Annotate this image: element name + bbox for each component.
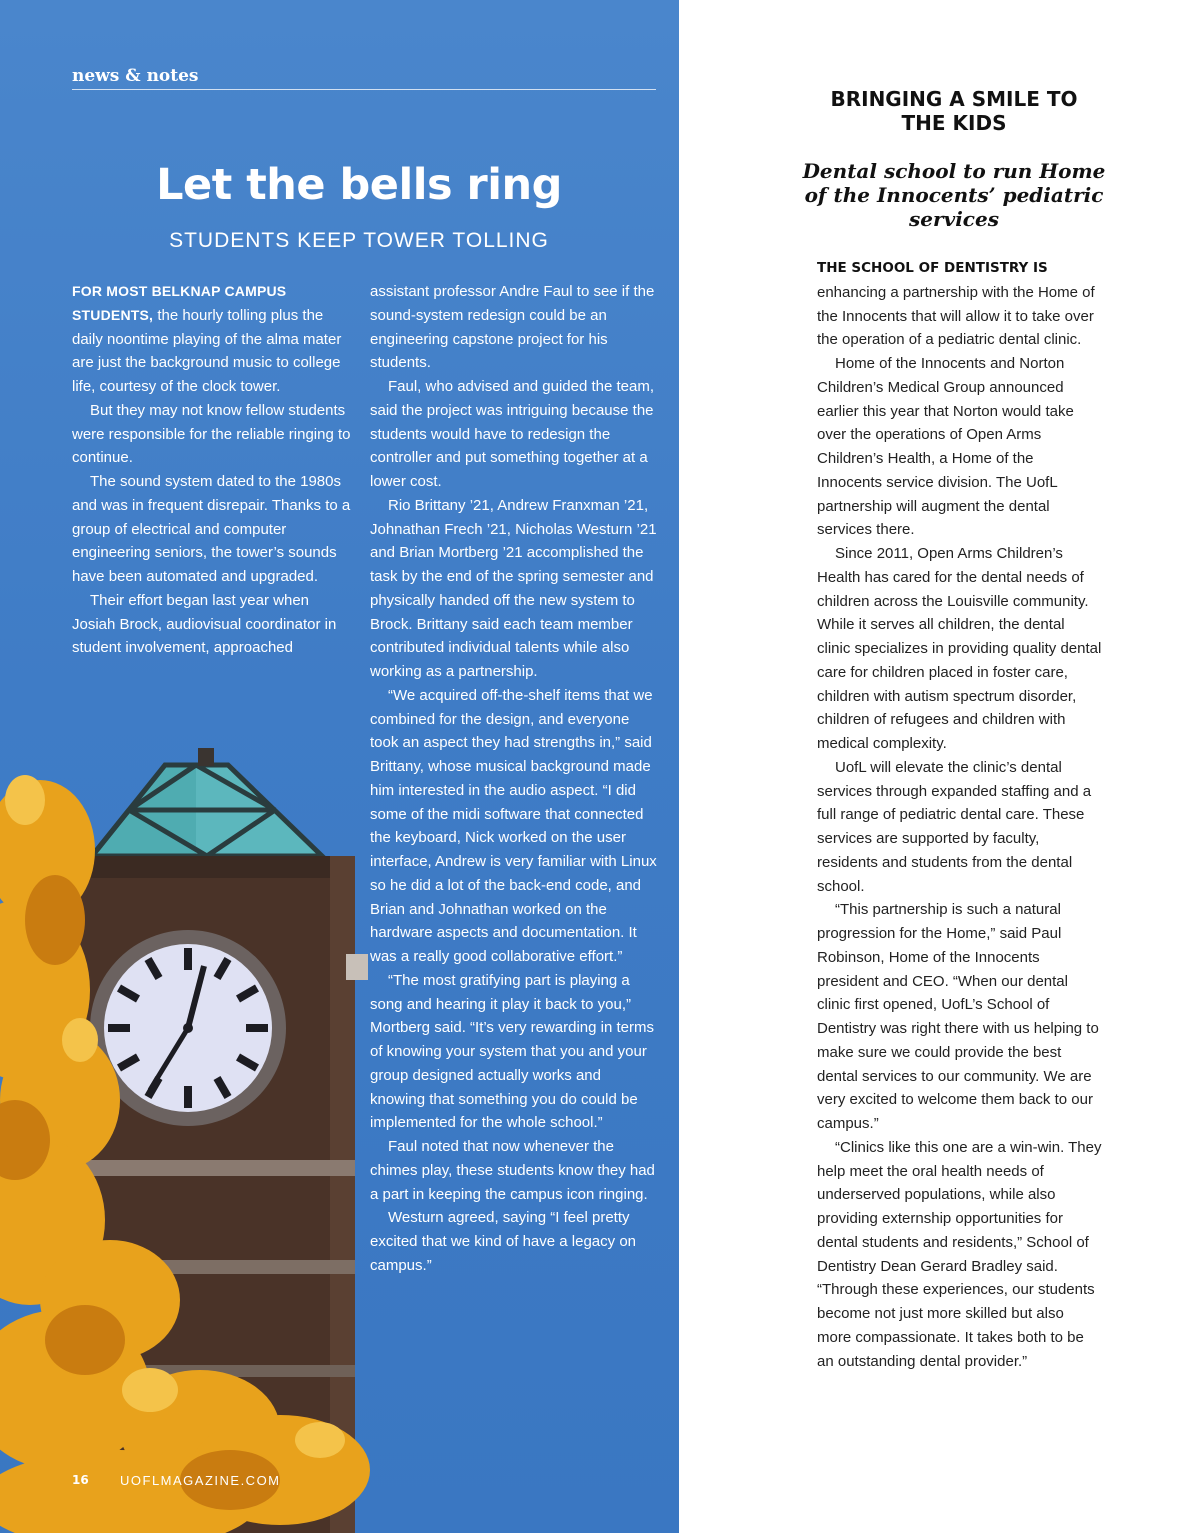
section-divider <box>72 89 656 90</box>
paragraph: Since 2011, Open Arms Children’s Health has cared for the dental needs of children across the Louisville community. While it serves all children, the dental clinic specializes in providing quality dental care for children placed in foster care, children with autism spectrum disorder, children of refugees and children with medical complexity. <box>817 545 1102 752</box>
paragraph: assistant professor Andre Faul to see if the sound-system redesign could be an engineering capstone project for his students. <box>370 283 655 372</box>
sidebar-column <box>817 256 1102 1373</box>
lead-in: THE SCHOOL OF DENTISTRY IS <box>817 260 1048 276</box>
sidebar-subtitle: Dental school to run Home of the Innocents’ pediatric services <box>802 159 1106 231</box>
paragraph: FOR MOST BELKNAP CAMPUS STUDENTS, the hourly tolling plus the daily noontime playing of the alma mater are just the background music to college life, courtesy of the clock tower. <box>72 283 342 395</box>
magazine-url: UOFLMAGAZINE.COM <box>120 1473 281 1488</box>
page-number: 16 <box>72 1473 89 1487</box>
paragraph: “The most gratifying part is playing a song and hearing it play it back to you,” Mortberg said. “It’s very rewarding in terms of knowing your system that you and your group designed actually works and knowing that something you do could be implemented for the whole school.” <box>370 971 654 1132</box>
paragraph: Faul, who advised and guided the team, said the project was intriguing because the students would have to redesign the controller and put something together at a lower cost. <box>370 378 655 490</box>
article-column-2 <box>370 280 660 1278</box>
sidebar-panel <box>679 0 1200 1533</box>
paragraph: “We acquired off-the-shelf items that we combined for the design, and everyone took an aspect they had strengths in,” said Brittany, whose musical background made him interested in the audio aspect. “I did some of the midi software that connected the keyboard, Nick worked on the user interface, Andrew is very familiar with Linux so he did a lot of the back-end code, and Brian and Johnathan worked on the hardware aspects and documentation. It was a really good collaborative effort.” <box>370 686 657 965</box>
article-title: Let the bells ring <box>156 160 562 210</box>
paragraph: The sound system dated to the 1980s and was in frequent disrepair. Thanks to a group of electrical and computer engineering seniors, the tower’s sounds have been automated and upgraded. <box>72 473 351 585</box>
paragraph: But they may not know fellow students were responsible for the reliable ringing to continue. <box>72 401 351 467</box>
paragraph: UofL will elevate the clinic’s dental services through expanded staffing and a full range of pediatric dental care. These services are supported by faculty, residents and students from the dental school. <box>817 758 1092 895</box>
paragraph: “This partnership is such a natural progression for the Home,” said Paul Robinson, Home of the Innocents president and CEO. “When our dental clinic first opened, UofL’s School of Dentistry was right there with us helping to make sure we could provide the best dental services to our community. We are very excited to welcome them back to our campus.” <box>817 901 1099 1132</box>
lead-in: FOR MOST BELKNAP CAMPUS STUDENTS, <box>72 283 287 323</box>
sidebar-title: BRINGING A SMILE TO THE KIDS <box>830 87 1078 135</box>
paragraph: Rio Brittany ’21, Andrew Franxman ’21, Johnathan Frech ’21, Nicholas Westurn ’21 and Brian Mortberg ’21 accomplished the task by the end of the spring semester and physically handed off the new system to Brock. Brittany said each team member contributed individual talents while also working as a partnership. <box>370 496 657 680</box>
paragraph: “Clinics like this one are a win-win. They help meet the oral health needs of underserved populations, while also providing externship opportunities for dental students and residents,” School of Dentistry Dean Gerard Bradley said. “Through these experiences, our students become not just more skilled but also more compassionate. It takes both to be an outstanding dental provider.” <box>817 1138 1102 1370</box>
paragraph: Faul noted that now whenever the chimes play, these students know they had a part in keeping the campus icon ringing. <box>370 1138 655 1203</box>
article-column-1 <box>72 280 352 660</box>
paragraph: Home of the Innocents and Norton Children’s Medical Group announced earlier this year that Norton would take over the operations of Open Arms Children’s Health, a Home of the Innocents service division. The UofL partnership will augment the dental services there. <box>817 355 1074 539</box>
paragraph: Their effort began last year when Josiah Brock, audiovisual coordinator in student involvement, approached <box>72 591 337 657</box>
paragraph: Westurn agreed, saying “I feel pretty excited that we kind of have a legacy on campus.” <box>370 1209 637 1274</box>
paragraph: THE SCHOOL OF DENTISTRY IS enhancing a partnership with the Home of the Innocents that will allow it to take over the operation of a pediatric dental clinic. <box>817 260 1095 349</box>
article-subtitle: STUDENTS KEEP TOWER TOLLING <box>169 229 549 252</box>
section-label: news & notes <box>72 66 199 86</box>
